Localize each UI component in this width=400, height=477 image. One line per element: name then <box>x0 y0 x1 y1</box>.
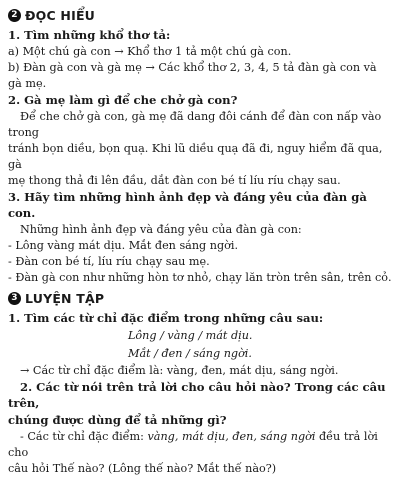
answer-3-item-1: - Lông vàng mát dịu. Mắt đen sáng ngời. <box>8 239 239 252</box>
exercise-2-answer <box>8 429 392 461</box>
poem-line-1: Lông / vàng / mát dịu. <box>128 329 253 342</box>
question-2: 2. Gà mẹ làm gì để che chở gà con? <box>8 93 238 107</box>
exercise-1-answer: → Các từ chỉ đặc điểm là: vàng, đen, mát dịu, sáng ngời. <box>20 364 339 377</box>
poem-line-2: Mắt / đen / sáng ngời. <box>128 347 252 360</box>
answer-suffix: đều trả lời cho <box>8 430 378 459</box>
question-1: 1. Tìm những khổ thơ tả: <box>8 28 171 42</box>
answer-prefix: - Các từ chỉ đặc điểm: <box>20 430 148 443</box>
section-number-icon: 2 <box>8 9 21 22</box>
answer-words: vàng, mát dịu, đen, sáng ngời <box>147 430 316 443</box>
question-3: 3. Hãy tìm những hình ảnh đẹp và đáng yêu của đàn gà con. <box>8 190 367 220</box>
section-title-text: LUYỆN TẬP <box>25 291 105 306</box>
answer-2-line-1: Để che chở gà con, gà mẹ đã dang đôi cánh để đàn con nấp vào trong <box>8 110 382 139</box>
section-title-doc-hieu <box>8 8 392 23</box>
answer-2-line-3: mẹ thong thả đi lên đầu, dắt đàn con bé tí líu ríu chạy sau. <box>8 174 341 187</box>
exercise-2-line-2: chúng được dùng để tả những gì? <box>8 413 227 427</box>
answer-3-item-2: - Đàn con bé tí, líu ríu chạy sau mẹ. <box>8 255 210 268</box>
answer-3-item-3: - Đàn gà con như những hòn tơ nhỏ, chạy lăn tròn trên sân, trên cỏ. <box>8 271 392 284</box>
answer-3-intro: Những hình ảnh đẹp và đáng yêu của đàn gà con: <box>20 223 302 236</box>
section-title-text: ĐỌC HIỂU <box>25 8 96 23</box>
answer-2-line-2: tránh bọn diều, bọn quạ. Khi lũ diều quạ đã đi, nguy hiểm đã qua, gà <box>8 142 383 171</box>
exercise-1: 1. Tìm các từ chỉ đặc điểm trong những câu sau: <box>8 311 324 325</box>
answer-1b: b) Đàn gà con và gà mẹ → Các khổ thơ 2, 3, 4, 5 tả đàn gà con và gà mẹ. <box>8 61 377 90</box>
exercise-2-answer-line-2: câu hỏi Thế nào? (Lông thế nào? Mắt thế nào?) <box>8 462 277 475</box>
answer-1a: a) Một chú gà con → Khổ thơ 1 tả một chú gà con. <box>8 45 292 58</box>
exercise-2-line-1: 2. Các từ nói trên trả lời cho câu hỏi nào? Trong các câu trên, <box>8 380 386 410</box>
section-title-luyen-tap <box>8 291 392 306</box>
section-number-icon: 3 <box>8 292 21 305</box>
